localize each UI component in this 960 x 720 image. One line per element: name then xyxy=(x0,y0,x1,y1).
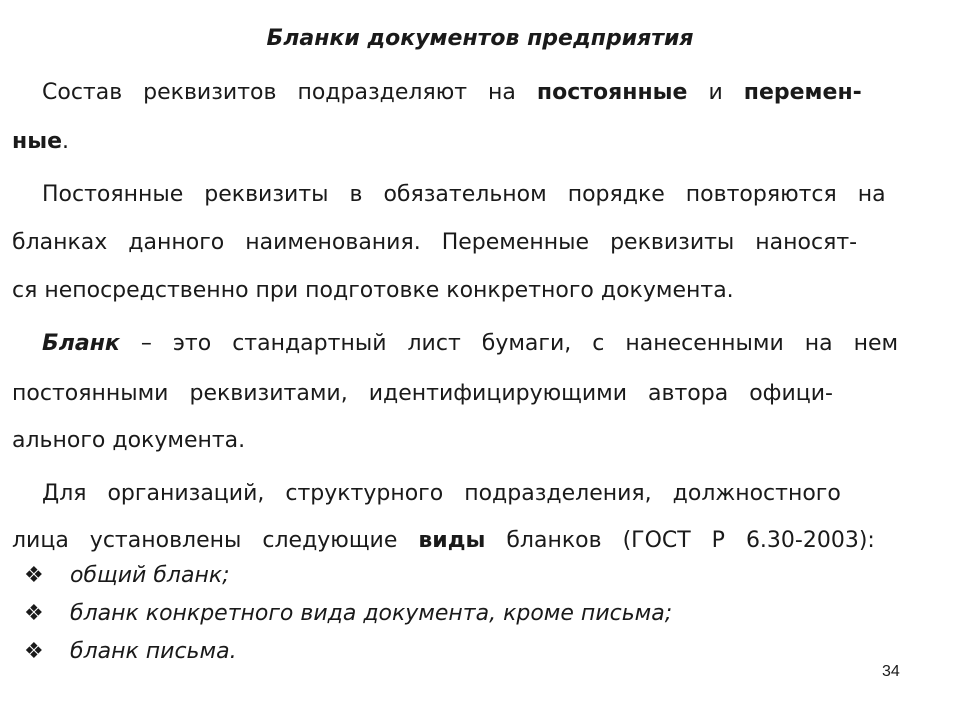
term-types: виды xyxy=(418,528,486,553)
term-variable: перемен- xyxy=(743,80,862,105)
text-span: лица установлены следующие xyxy=(12,528,419,553)
paragraph-1-line-2 xyxy=(12,127,948,157)
list-item-text: бланк письма. xyxy=(70,639,237,664)
paragraph-2-line-1: Постоянные реквизиты в обязательном порядке повторяются на xyxy=(42,182,886,207)
text-span: . xyxy=(62,129,70,154)
diamond-bullet-icon: ❖ xyxy=(24,563,44,588)
text-span: – это стандартный лист бумаги, с нанесенными на нем xyxy=(119,331,899,356)
paragraph-3-line-3: ального документа. xyxy=(12,428,246,453)
term-blank: Бланк xyxy=(42,331,120,356)
list-item-text: бланк конкретного вида документа, кроме письма; xyxy=(70,601,673,626)
page-title: Бланки документов предприятия xyxy=(266,26,694,51)
list-item xyxy=(24,561,924,591)
diamond-bullet-icon: ❖ xyxy=(24,601,44,626)
paragraph-2-line-2: бланках данного наименования. Переменные реквизиты наносят- xyxy=(12,230,858,255)
list-item xyxy=(24,637,924,667)
paragraph-4-line-2 xyxy=(12,526,948,556)
list-item xyxy=(24,599,924,629)
page-number: 34 xyxy=(882,663,900,680)
text-span: Состав реквизитов подразделяют на xyxy=(42,80,537,105)
list-item-text: общий бланк; xyxy=(70,563,230,588)
term-constant: постоянные xyxy=(536,80,688,105)
text-span: бланков (ГОСТ Р 6.30-2003): xyxy=(485,528,875,553)
paragraph-2-line-3: ся непосредственно при подготовке конкретного документа. xyxy=(12,278,734,303)
text-span: и xyxy=(687,80,744,105)
paragraph-4-line-1: Для организаций, структурного подразделения, должностного xyxy=(42,481,841,506)
term-variable-end: ные xyxy=(12,129,63,154)
paragraph-1-line-1 xyxy=(42,78,948,108)
paragraph-3-line-2: постоянными реквизитами, идентифицирующими автора офици- xyxy=(12,381,833,406)
paragraph-3-line-1 xyxy=(42,329,948,359)
diamond-bullet-icon: ❖ xyxy=(24,639,44,664)
